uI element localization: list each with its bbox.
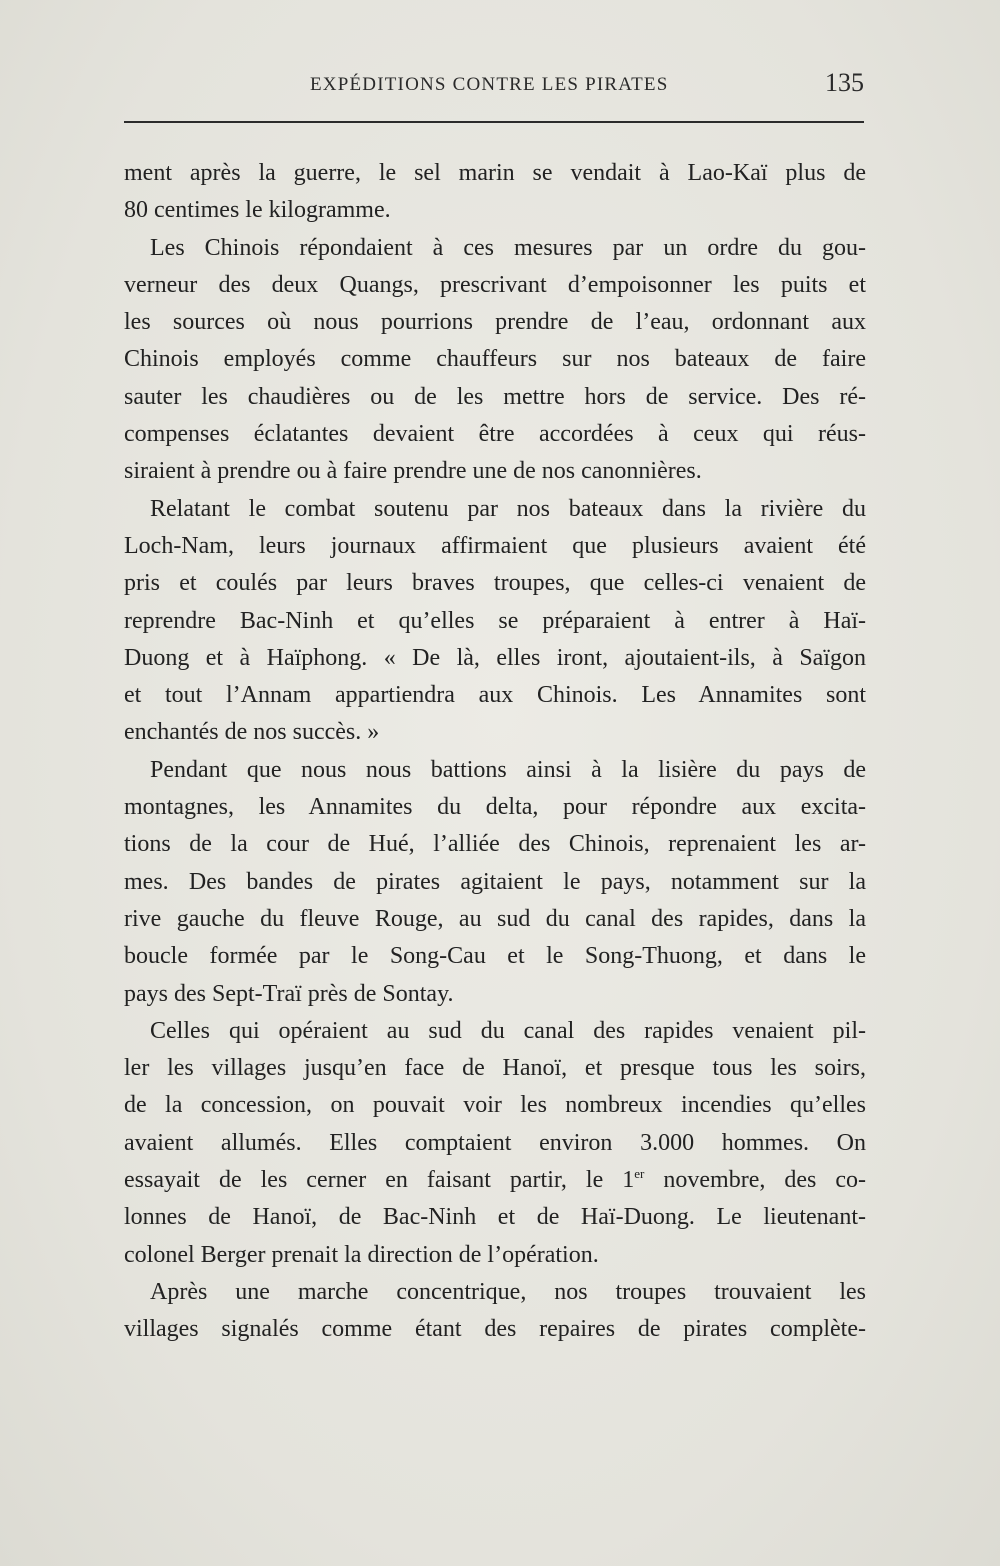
text-line: compenses éclatantes devaient être accordées à ceux qui réus- [124,421,866,448]
text-line: les sources où nous pourrions prendre de l’eau, ordonnant aux [124,309,866,336]
text-line: pris et coulés par leurs braves troupes, que celles-ci venaient de [124,570,866,597]
text-line: villages signalés comme étant des repaires de pirates complète- [124,1316,866,1343]
text-line: boucle formée par le Song-Cau et le Song-Thuong, et dans le [124,943,866,970]
text-line: ment après la guerre, le sel marin se vendait à Lao-Kaï plus de [124,160,866,186]
text-line: Duong et à Haïphong. « De là, elles iront, ajoutaient-ils, à Saïgon [124,644,866,671]
text-line: de la concession, on pouvait voir les nombreux incendies qu’elles [124,1092,866,1119]
text-line: tions de la cour de Hué, l’alliée des Chinois, reprenaient les ar- [124,831,866,858]
text-line: mes. Des bandes de pirates agitaient le pays, notamment sur la [124,868,866,895]
text-line: essayait de les cerner en faisant partir, le 1er novembre, des co- [124,1166,866,1194]
header-rule [124,121,864,123]
text-line: Celles qui opéraient au sud du canal des rapides venaient pil- [150,1017,866,1044]
text-line: sauter les chaudières ou de les mettre hors de service. Des ré- [124,383,866,410]
text-line: avaient allumés. Elles comptaient environ 3.000 hommes. On [124,1129,866,1156]
text-line: Loch-Nam, leurs journaux affirmaient que plusieurs avaient été [124,532,866,559]
text-line: Relatant le combat soutenu par nos bateaux dans la rivière du [150,495,866,522]
text-line: reprendre Bac-Ninh et qu’elles se préparaient à entrer à Haï- [124,607,866,634]
text-line: ler les villages jusqu’en face de Hanoï, et presque tous les soirs, [124,1055,866,1082]
text-line: montagnes, les Annamites du delta, pour répondre aux excita- [124,794,866,821]
text-line: siraient à prendre ou à faire prendre une de nos canonnières. [124,458,702,485]
text-line: lonnes de Hanoï, de Bac-Ninh et de Haï-Duong. Le lieutenant- [124,1204,866,1231]
text-line: pays des Sept-Traï près de Sontay. [124,980,454,1007]
text-line: et tout l’Annam appartiendra aux Chinois. Les Annamites sont [124,682,866,709]
text-line: 80 centimes le kilogramme. [124,197,391,224]
text-line: enchantés de nos succès. » [124,719,380,746]
text-line: Après une marche concentrique, nos troupes trouvaient les [150,1278,866,1305]
text-line: Pendant que nous nous battions ainsi à la lisière du pays de [150,756,866,783]
running-title: EXPÉDITIONS CONTRE LES PIRATES [310,74,669,95]
page-number: 135 [825,68,864,97]
text-line: rive gauche du fleuve Rouge, au sud du canal des rapides, dans la [124,905,866,932]
text-line: verneur des deux Quangs, prescrivant d’empoisonner les puits et [124,271,866,298]
text-line: Les Chinois répondaient à ces mesures par un ordre du gou- [150,234,866,261]
text-line: Chinois employés comme chauffeurs sur nos bateaux de faire [124,346,866,373]
running-head [124,68,864,108]
text-line: colonel Berger prenait la direction de l’opération. [124,1241,599,1268]
body-text [124,155,866,1349]
